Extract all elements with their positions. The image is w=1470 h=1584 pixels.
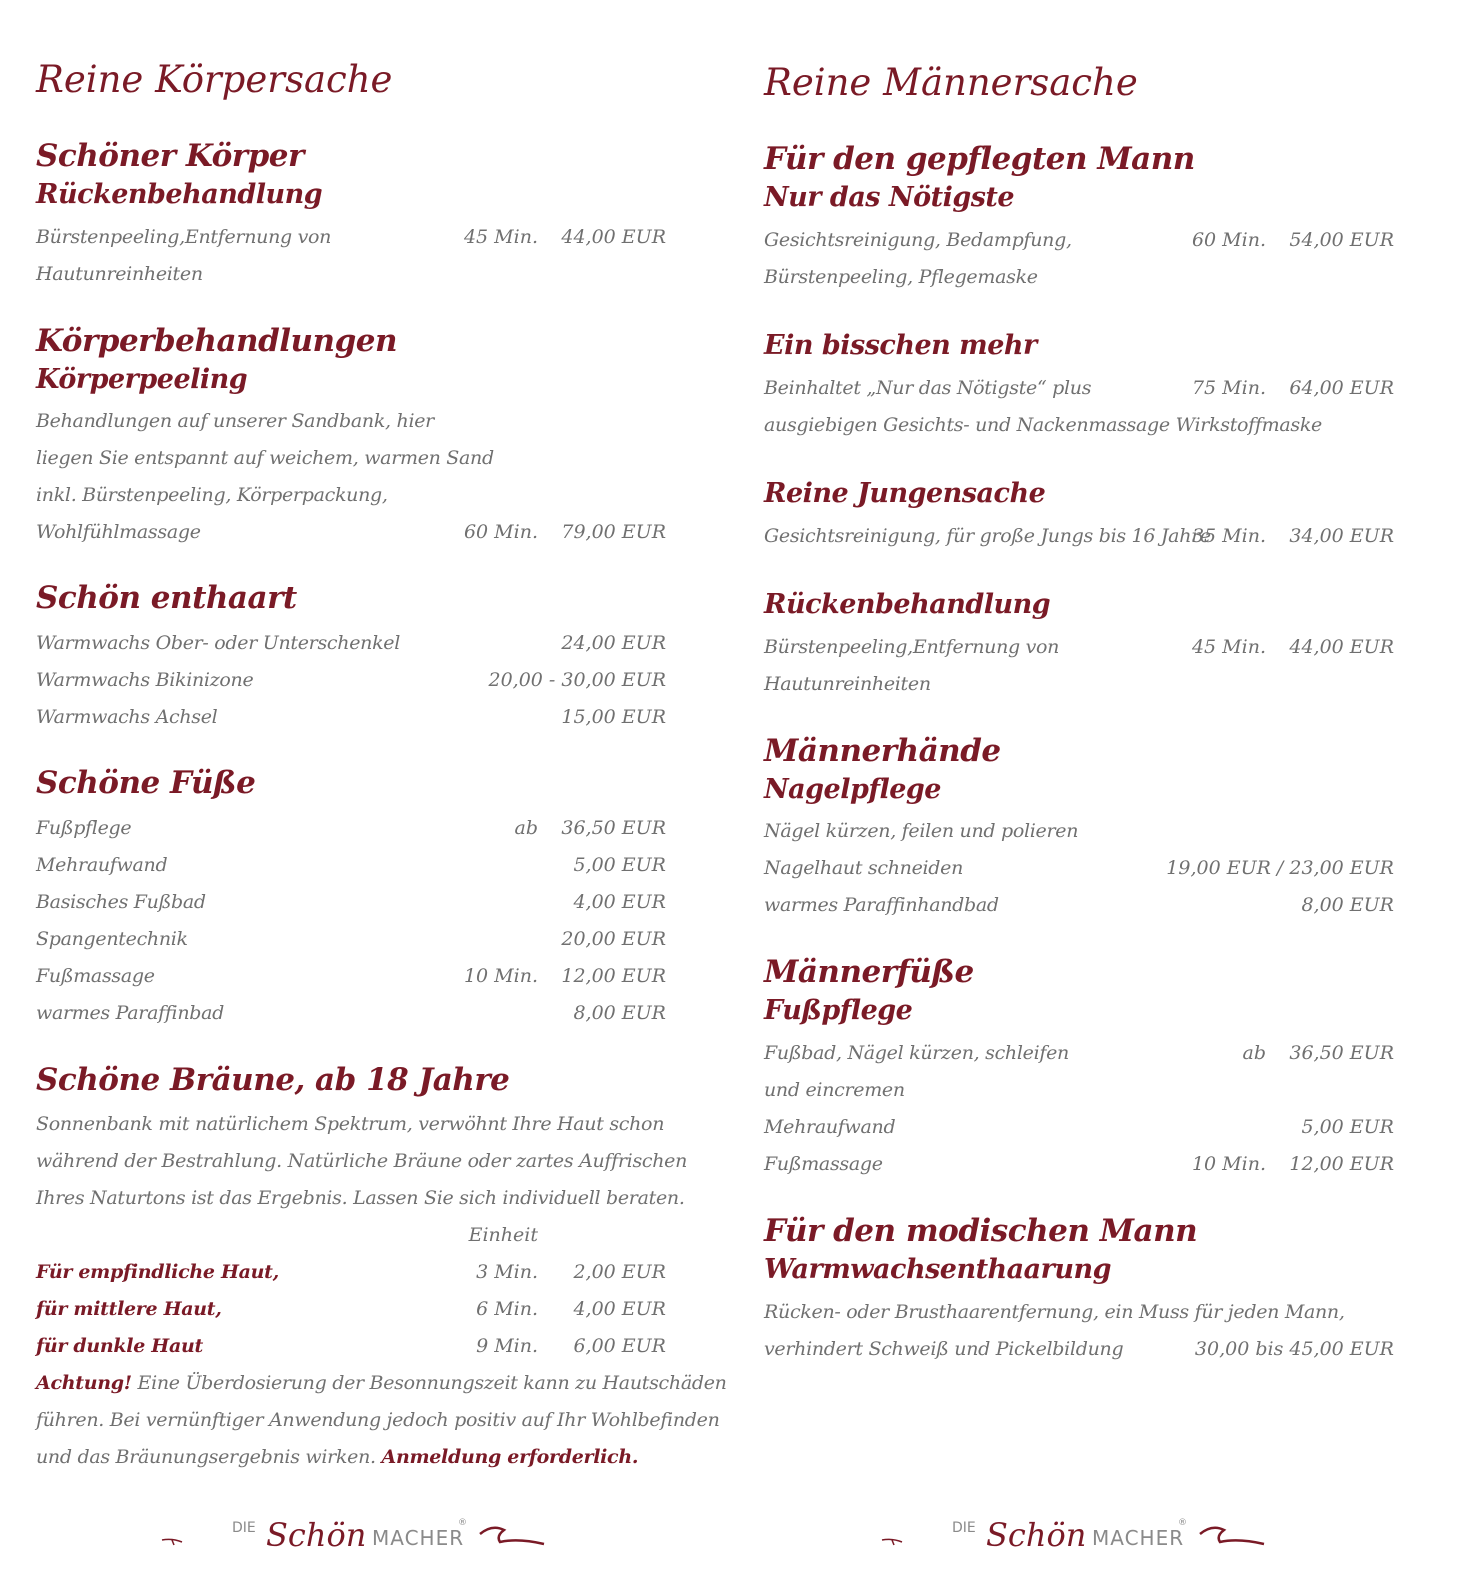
item-price: 24,00 EUR [561, 632, 666, 654]
item-description: Hautunreinheiten [764, 673, 931, 695]
item-description: Bürstenpeeling,Entfernung von [36, 226, 332, 248]
brand-logo [160, 1512, 580, 1562]
swoosh-left-icon [880, 1530, 910, 1550]
item-price: 4,00 EUR [573, 891, 666, 913]
section-heading: Für den modischen Mann [764, 1213, 1198, 1249]
logo-registered: ® [1178, 1518, 1187, 1528]
subsection-heading: Nur das Nötigste [764, 182, 1015, 213]
description-line [36, 259, 666, 289]
item-description: für mittlere Haut, [36, 1298, 222, 1320]
subsection-heading: Rückenbehandlung [36, 179, 323, 210]
item-description: Hautunreinheiten [36, 263, 203, 285]
price-row [764, 521, 1394, 551]
item-price: 79,00 EUR [561, 521, 666, 543]
price-row [764, 890, 1394, 920]
unit-header-row [36, 1220, 666, 1250]
item-duration: 75 Min. [1191, 377, 1266, 399]
warning-text: führen. Bei vernünftiger Anwendung jedoch positiv auf Ihr Wohlbefinden [36, 1409, 720, 1431]
subsection-heading: Nagelpflege [764, 774, 941, 805]
item-description: ausgiebigen Gesichts- und Nackenmassage Wirkstoffmaske [764, 414, 1322, 436]
item-price: 20,00 - 30,00 EUR [488, 669, 666, 691]
section-heading: Schöne Füße [36, 765, 256, 801]
price-row [36, 813, 666, 843]
item-duration: 10 Min. [1191, 1153, 1266, 1175]
section-heading: Männerfüße [764, 954, 974, 990]
description-line [36, 480, 666, 510]
item-description: Warmwachs Achsel [36, 706, 218, 728]
item-description: inkl. Bürstenpeeling, Körperpackung, [36, 484, 388, 506]
item-duration: ab [514, 817, 538, 839]
price-row [36, 887, 666, 917]
item-description: Fußmassage [36, 965, 155, 987]
page-title: Reine Körpersache [36, 58, 393, 101]
price-row [36, 702, 666, 732]
price-row [36, 850, 666, 880]
price-row [36, 628, 666, 658]
item-price: 44,00 EUR [1289, 636, 1394, 658]
item-price: 36,50 EUR [1289, 1042, 1394, 1064]
subsection-heading: Fußpflege [764, 995, 913, 1026]
description-line [36, 406, 666, 436]
item-description: Fußmassage [764, 1153, 883, 1175]
warning-line [36, 1368, 727, 1398]
price-row [36, 517, 666, 547]
item-price: 54,00 EUR [1289, 229, 1394, 251]
item-description: Gesichtsreinigung, Bedampfung, [764, 229, 1072, 251]
warning-label: Achtung! [36, 1372, 132, 1394]
item-duration: 35 Min. [1191, 525, 1266, 547]
item-description: Beinhaltet „Nur das Nötigste“ plus [764, 377, 1092, 399]
item-description: Rücken- oder Brusthaarentfernung, ein Muss für jeden Mann, [764, 1301, 1345, 1323]
swoosh-right-icon [478, 1522, 548, 1552]
price-row [764, 632, 1394, 662]
description-line [764, 1297, 1394, 1327]
item-description: Warmwachs Bikinizone [36, 669, 254, 691]
warning-text [36, 1368, 727, 1398]
item-price: 12,00 EUR [561, 965, 666, 987]
price-row [764, 373, 1394, 403]
page-title: Reine Männersache [764, 61, 1138, 104]
logo-schon: Schön [266, 1516, 367, 1554]
item-duration: 45 Min. [463, 226, 538, 248]
item-price: 12,00 EUR [1289, 1153, 1394, 1175]
price-row [36, 222, 666, 252]
section-heading: Schöner Körper [36, 138, 304, 174]
subsection-heading: Körperpeeling [36, 364, 248, 395]
description-line [764, 410, 1394, 440]
item-description: Spangentechnik [36, 928, 188, 950]
item-description: warmes Paraffinbad [36, 1002, 225, 1024]
item-description: und eincremen [764, 1079, 905, 1101]
description-line [764, 669, 1394, 699]
item-description: Bürstenpeeling,Entfernung von [764, 636, 1060, 658]
item-description: Basisches Fußbad [36, 891, 206, 913]
item-description: Warmwachs Ober- oder Unterschenkel [36, 632, 401, 654]
item-price: 64,00 EUR [1289, 377, 1394, 399]
price-row [36, 1294, 666, 1324]
swoosh-right-icon [1198, 1522, 1268, 1552]
price-row [764, 1149, 1394, 1179]
item-description: für dunkle Haut [36, 1335, 203, 1357]
description-line [36, 1109, 666, 1139]
price-row [36, 1257, 666, 1287]
section-heading: Schön enthaart [36, 580, 297, 616]
item-price: 6,00 EUR [573, 1335, 666, 1357]
warning-text-part: und das Bräunungsergebnis wirken. [36, 1446, 382, 1468]
item-price: 4,00 EUR [573, 1298, 666, 1320]
price-row [764, 225, 1394, 255]
description-line [36, 443, 666, 473]
item-price: 2,00 EUR [573, 1261, 666, 1283]
description-line [36, 1183, 685, 1213]
item-duration: 10 Min. [463, 965, 538, 987]
registration-note: Anmeldung erforderlich. [381, 1446, 639, 1468]
price-row [764, 853, 1394, 883]
item-duration: 60 Min. [463, 521, 538, 543]
subsection-heading: Ein bisschen mehr [764, 330, 1037, 361]
item-price: 20,00 EUR [561, 928, 666, 950]
item-price: 36,50 EUR [561, 817, 666, 839]
price-row [36, 998, 666, 1028]
logo-registered: ® [458, 1518, 467, 1528]
price-row [36, 1331, 666, 1361]
item-description: Für empfindliche Haut, [36, 1261, 279, 1283]
item-price: 8,00 EUR [1301, 894, 1394, 916]
warning-line [36, 1442, 666, 1472]
logo-macher: MACHER [372, 1526, 465, 1550]
item-description: Wohlfühlmassage [36, 521, 201, 543]
description-line [764, 816, 1394, 846]
item-description: liegen Sie entspannt auf weichem, warmen Sand [36, 447, 494, 469]
item-duration: 60 Min. [1191, 229, 1266, 251]
item-price: 5,00 EUR [1301, 1116, 1394, 1138]
item-description: Nägel kürzen, feilen und polieren [764, 820, 1079, 842]
logo-schon: Schön [986, 1516, 1087, 1554]
swoosh-left-icon [160, 1530, 190, 1550]
item-description: Ihres Naturtons ist das Ergebnis. Lassen Sie sich individuell beraten. [36, 1187, 685, 1209]
item-price: 34,00 EUR [1289, 525, 1394, 547]
price-row [36, 665, 666, 695]
price-row [764, 1038, 1394, 1068]
item-description: warmes Paraffinhandbad [764, 894, 999, 916]
price-row [764, 1112, 1394, 1142]
price-row [36, 924, 666, 954]
item-description: Mehraufwand [764, 1116, 896, 1138]
brand-logo [880, 1512, 1300, 1562]
item-description: verhindert Schweiß und Pickelbildung [764, 1338, 1124, 1360]
logo-die: DIE [232, 1520, 256, 1536]
item-duration: 9 Min. [476, 1335, 538, 1357]
item-description: Fußbad, Nägel kürzen, schleifen [764, 1042, 1069, 1064]
warning-text-part: Eine Überdosierung der Besonnungszeit kann zu Hautschäden [131, 1372, 727, 1394]
section-heading: Schöne Bräune, ab 18 Jahre [36, 1062, 510, 1098]
item-description: Mehraufwand [36, 854, 168, 876]
item-description: Bürstenpeeling, Pflegemaske [764, 266, 1038, 288]
item-price: 15,00 EUR [561, 706, 666, 728]
item-price: 30,00 bis 45,00 EUR [1194, 1338, 1394, 1360]
item-description: Gesichtsreinigung, für große Jungs bis 16 Jahre [764, 525, 1211, 547]
item-duration: ab [1242, 1042, 1266, 1064]
item-duration: 3 Min. [476, 1261, 538, 1283]
logo-die: DIE [952, 1520, 976, 1536]
subsection-heading: Rückenbehandlung [764, 589, 1051, 620]
unit-header: Einheit [468, 1224, 538, 1246]
description-line [764, 262, 1394, 292]
section-heading: Körperbehandlungen [36, 323, 398, 359]
item-description: Nagelhaut schneiden [764, 857, 964, 879]
item-price: 44,00 EUR [561, 226, 666, 248]
description-line [764, 1075, 1394, 1105]
item-description: Behandlungen auf unserer Sandbank, hier [36, 410, 434, 432]
price-row [36, 961, 666, 991]
item-description: Sonnenbank mit natürlichem Spektrum, verwöhnt Ihre Haut schon [36, 1113, 665, 1135]
section-heading: Männerhände [764, 733, 1001, 769]
item-duration: 6 Min. [476, 1298, 538, 1320]
item-price: 8,00 EUR [573, 1002, 666, 1024]
item-description: während der Bestrahlung. Natürliche Bräune oder zartes Auffrischen [36, 1150, 688, 1172]
price-row [764, 1334, 1394, 1364]
subsection-heading: Warmwachsenthaarung [764, 1254, 1112, 1285]
subsection-heading: Reine Jungensache [764, 478, 1046, 509]
section-heading: Für den gepflegten Mann [764, 141, 1195, 177]
item-description: Fußpflege [36, 817, 132, 839]
description-line [36, 1146, 688, 1176]
warning-line [36, 1405, 720, 1435]
item-price: 5,00 EUR [573, 854, 666, 876]
warning-text [36, 1442, 638, 1472]
item-price: 19,00 EUR / 23,00 EUR [1166, 857, 1394, 879]
item-duration: 45 Min. [1191, 636, 1266, 658]
logo-macher: MACHER [1092, 1526, 1185, 1550]
